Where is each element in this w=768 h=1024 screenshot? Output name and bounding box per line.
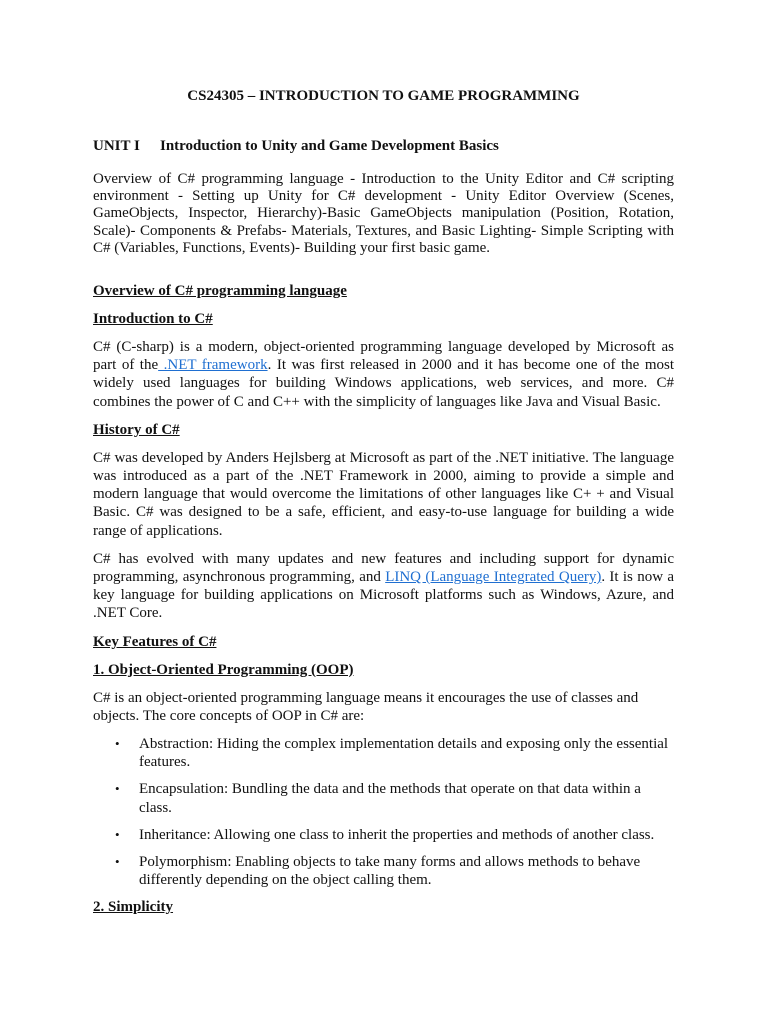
section-heading-oop: 1. Object-Oriented Programming (OOP) (93, 661, 354, 678)
bullet-icon: • (115, 854, 120, 870)
bullet-icon: • (115, 736, 120, 752)
list-item-text: Abstraction: Hiding the complex implementation details and exposing only the essential features. (139, 736, 669, 771)
history-text-end: . It is now a key language for building applications on Microsoft platforms such as Windows, Azure, and .NET Core. (93, 569, 675, 622)
linq-link[interactable]: LINQ (Language Integrated Query) (385, 569, 602, 586)
list-item-polymorphism (93, 853, 674, 889)
bullet-icon: • (115, 781, 120, 797)
oop-concepts-list (93, 735, 674, 889)
bullet-icon: • (115, 826, 120, 842)
intro-text-end: . It was first released in 2000 and it has become one of the most widely used languages for building Windows applications, web services, and more. C# combines the power of C and C++ with the simplicity of languages like Java and Visual Basic. (93, 357, 675, 410)
list-item-text: Inheritance: Allowing one class to inherit the properties and methods of another class. (139, 826, 655, 843)
list-item-text: Polymorphism: Enabling objects to take many forms and allows methods to behave differently depending on the object calling them. (139, 854, 641, 889)
unit-label: UNIT I (93, 138, 140, 154)
unit-syllabus: Overview of C# programming language - Introduction to the Unity Editor and C# scripting environment - Setting up Unity for C# development - Unity Editor Overview (Scenes, GameObjects, Inspector, Hierarchy)-Basic GameObjects manipulation (Position, Rotation, Scale)- Components & Prefabs- Materials, Textures, and Basic Lighting- Simple Scripting with C# (Variables, Functions, Events)- Building your first basic game. (93, 171, 674, 256)
unit-title: Introduction to Unity and Game Development Basics (160, 138, 499, 154)
section-heading-simplicity: 2. Simplicity (93, 899, 174, 916)
section-heading-introduction: Introduction to C# (93, 311, 213, 327)
oop-paragraph: C# is an object-oriented programming language means it encourages the use of classes and objects. The core concepts of OOP in C# are: (93, 689, 639, 724)
history-paragraph-1: C# was developed by Anders Hejlsberg at Microsoft as part of the .NET initiative. The language was introduced as a part of the .NET Framework in 2000, aiming to provide a simple and modern language that would overcome the limitations of other languages like C+ + and Visual Basic. C# was designed to be a safe, efficient, and easy-to-use language for building a wide range of applications. (93, 449, 674, 539)
unit-heading (93, 137, 499, 155)
list-item-inheritance (93, 826, 674, 844)
history-text-start: C# has evolved with many updates and new features and including support for dynamic programming, asynchronous programming, and (93, 550, 674, 586)
section-heading-overview: Overview of C# programming language (93, 283, 347, 299)
history-paragraph-2 (93, 550, 674, 623)
document-body (93, 282, 674, 926)
document-title: CS24305 – INTRODUCTION TO GAME PROGRAMMING (187, 88, 580, 104)
intro-paragraph (93, 338, 674, 411)
dotnet-framework-link[interactable]: .NET framework (158, 357, 268, 374)
section-heading-history: History of C# (93, 421, 180, 438)
list-item-text: Encapsulation: Bundling the data and the methods that operate on that data within a class. (139, 781, 641, 816)
list-item-encapsulation (93, 780, 674, 816)
list-item-abstraction (93, 735, 674, 771)
intro-text-start: C# (C-sharp) is a modern, object-oriented programming language developed by Microsoft as part of the (93, 339, 674, 374)
section-heading-key-features: Key Features of C# (93, 633, 217, 650)
